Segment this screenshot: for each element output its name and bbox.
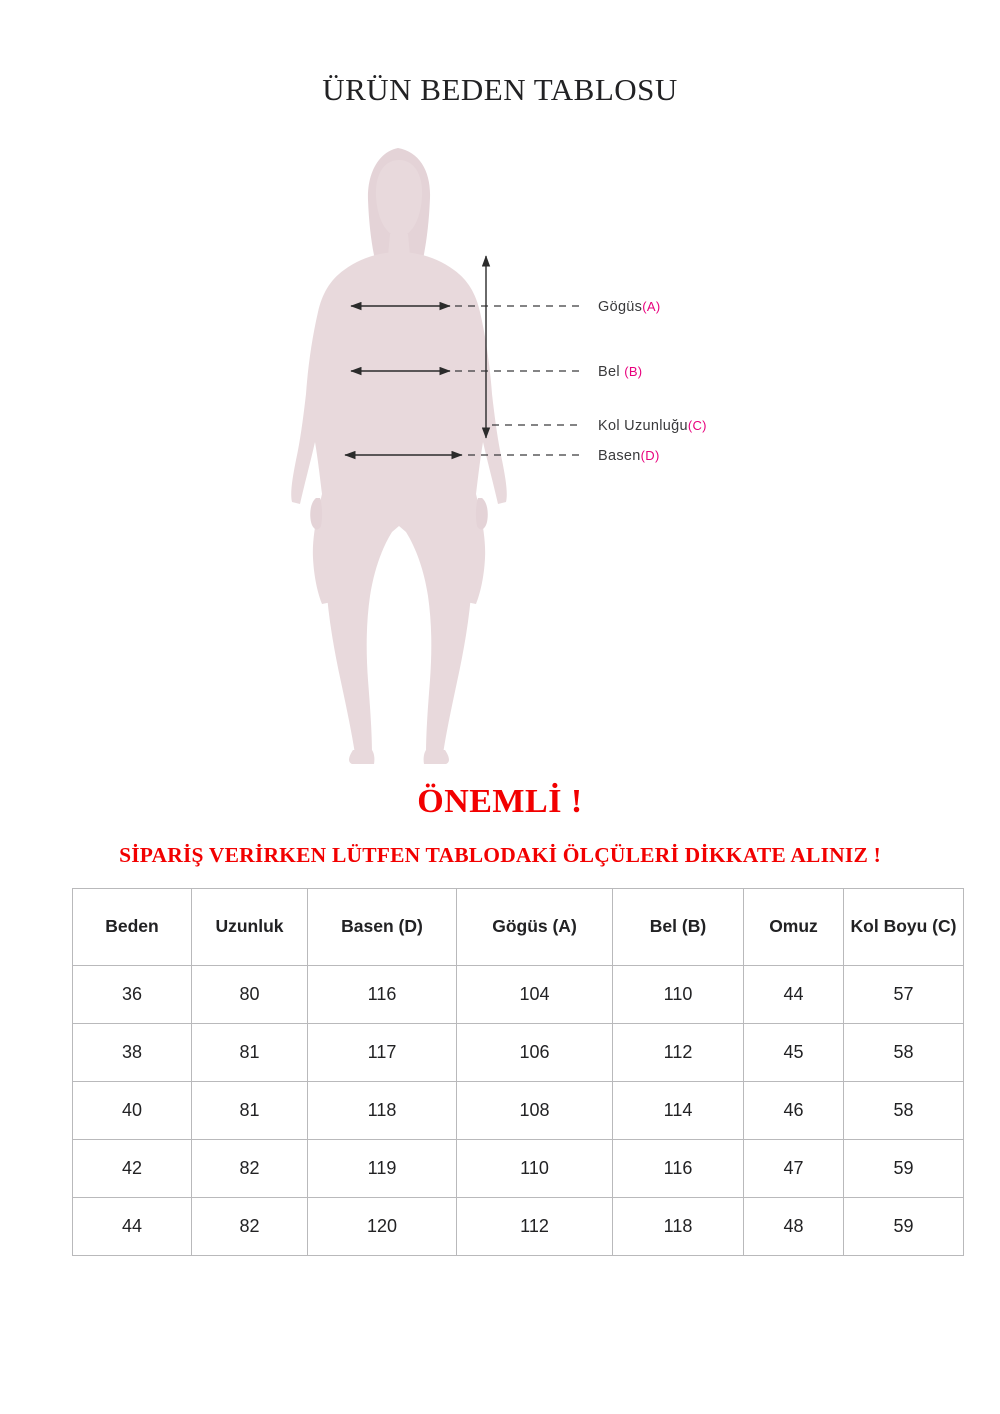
- cell-omuz: 46: [744, 1082, 844, 1140]
- cell-kol: 58: [844, 1082, 964, 1140]
- order-notice: SİPARİŞ VERİRKEN LÜTFEN TABLODAKİ ÖLÇÜLERİ DİKKATE ALINIZ !: [119, 843, 881, 867]
- legend-hip: [598, 448, 928, 464]
- cell-bel: 118: [613, 1198, 744, 1256]
- cell-kol: 57: [844, 966, 964, 1024]
- cell-omuz: 47: [744, 1140, 844, 1198]
- cell-omuz: 44: [744, 966, 844, 1024]
- table-row: [73, 1024, 964, 1082]
- cell-gogus: 106: [457, 1024, 613, 1082]
- cell-kol: 59: [844, 1140, 964, 1198]
- cell-bel: 112: [613, 1024, 744, 1082]
- cell-basen: 120: [308, 1198, 457, 1256]
- cell-uzunluk: 82: [192, 1198, 308, 1256]
- header-kol-boyu: Kol Boyu (C): [844, 889, 964, 966]
- cell-gogus: 104: [457, 966, 613, 1024]
- header-bel: Bel (B): [613, 889, 744, 966]
- header-omuz: Omuz: [744, 889, 844, 966]
- cell-basen: 116: [308, 966, 457, 1024]
- cell-bel: 116: [613, 1140, 744, 1198]
- table-row: [73, 1082, 964, 1140]
- cell-beden: 44: [73, 1198, 192, 1256]
- cell-basen: 117: [308, 1024, 457, 1082]
- important-heading: ÖNEMLİ !: [417, 783, 583, 820]
- legend-bust-code: (A): [642, 299, 661, 314]
- table-row: [73, 966, 964, 1024]
- table-row: [73, 1198, 964, 1256]
- header-uzunluk: Uzunluk: [192, 889, 308, 966]
- cell-uzunluk: 82: [192, 1140, 308, 1198]
- cell-kol: 59: [844, 1198, 964, 1256]
- size-table: [72, 888, 964, 1256]
- legend-bust: [598, 299, 928, 315]
- cell-omuz: 48: [744, 1198, 844, 1256]
- cell-basen: 119: [308, 1140, 457, 1198]
- cell-kol: 58: [844, 1024, 964, 1082]
- legend-hip-label: Basen: [598, 448, 641, 464]
- legend-waist-label: Bel: [598, 364, 625, 380]
- cell-beden: 38: [73, 1024, 192, 1082]
- legend-waist: [598, 364, 928, 380]
- table-header-row: [73, 889, 964, 966]
- cell-omuz: 45: [744, 1024, 844, 1082]
- legend-bust-label: Gögüs: [598, 299, 643, 315]
- cell-beden: 40: [73, 1082, 192, 1140]
- cell-beden: 36: [73, 966, 192, 1024]
- cell-beden: 42: [73, 1140, 192, 1198]
- legend-hip-code: (D): [640, 448, 660, 463]
- cell-gogus: 112: [457, 1198, 613, 1256]
- cell-uzunluk: 81: [192, 1082, 308, 1140]
- page-title: ÜRÜN BEDEN TABLOSU: [322, 72, 678, 107]
- cell-uzunluk: 80: [192, 966, 308, 1024]
- header-beden: Beden: [73, 889, 192, 966]
- header-basen: Basen (D): [308, 889, 457, 966]
- cell-bel: 114: [613, 1082, 744, 1140]
- cell-gogus: 110: [457, 1140, 613, 1198]
- legend-waist-code: (B): [624, 364, 643, 379]
- measurement-figure: [0, 130, 1000, 770]
- cell-basen: 118: [308, 1082, 457, 1140]
- cell-bel: 110: [613, 966, 744, 1024]
- table-row: [73, 1140, 964, 1198]
- header-gogus: Gögüs (A): [457, 889, 613, 966]
- legend-sleeve: [598, 418, 928, 434]
- cell-gogus: 108: [457, 1082, 613, 1140]
- legend-sleeve-code: (C): [687, 418, 707, 433]
- legend-sleeve-label: Kol Uzunluğu: [598, 418, 688, 434]
- cell-uzunluk: 81: [192, 1024, 308, 1082]
